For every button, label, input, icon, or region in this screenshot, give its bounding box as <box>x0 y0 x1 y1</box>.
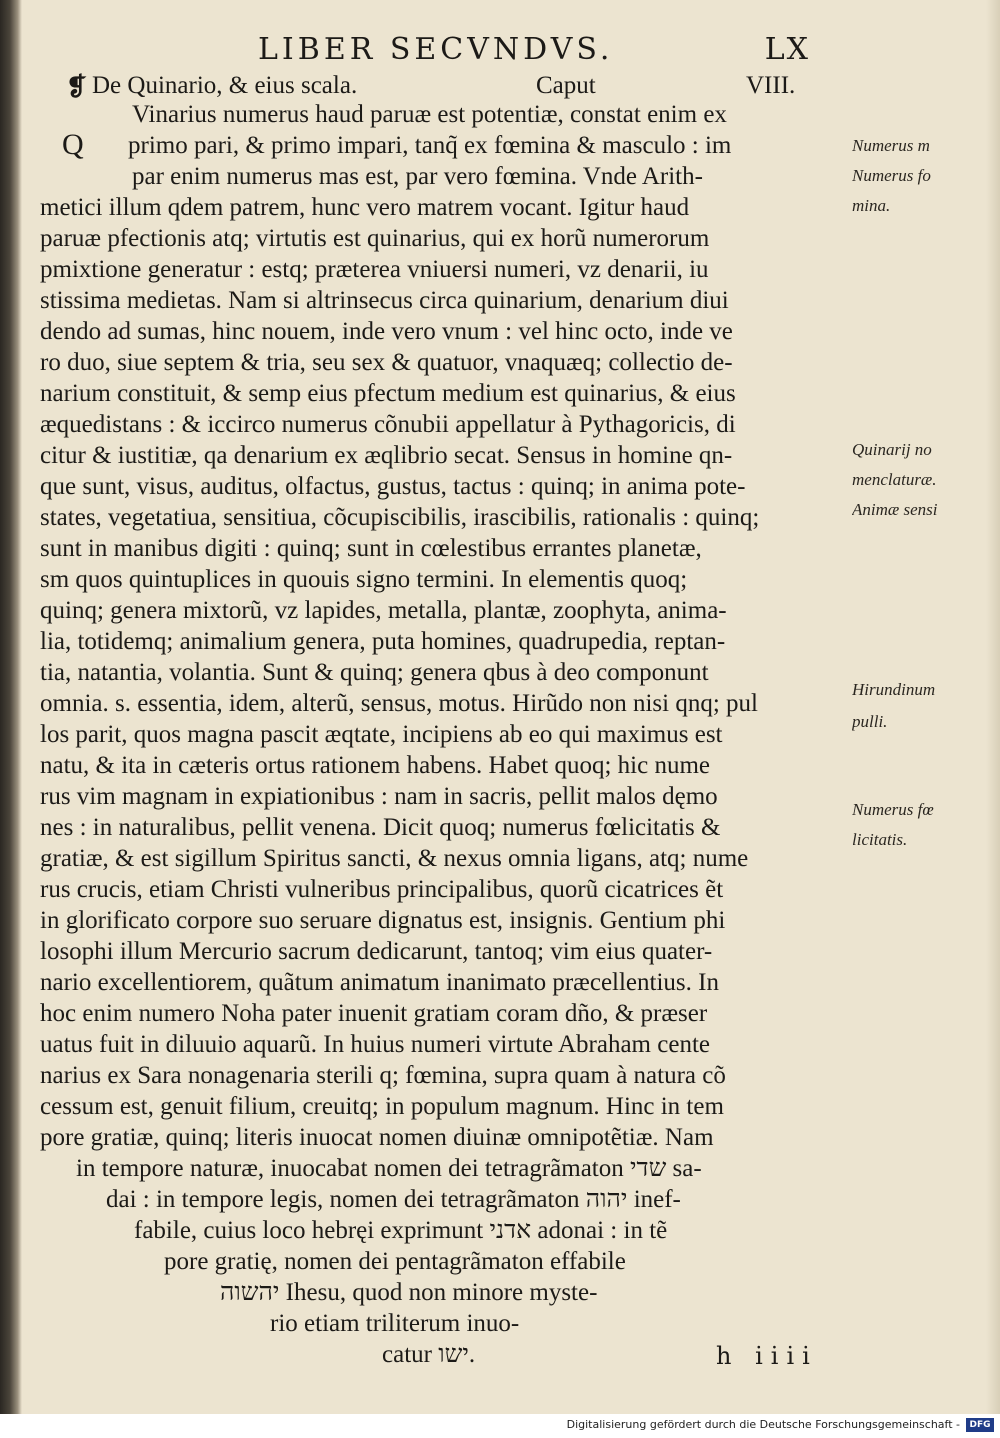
text-line: lia, totidemq; animalium genera, puta homines, quadrupedia, reptan- <box>40 628 726 655</box>
text-line: rus vim magnam in expiationibus : nam in sacris, pellit malos dęmo <box>40 783 718 810</box>
folio-number: LX <box>764 32 810 67</box>
text-line: states, vegetatiua, sensitiua, cõcupiscibilis, irascibilis, rationalis : quinq; <box>40 504 760 531</box>
text-line: gratiæ, & est sigillum Spiritus sancti, & nexus omnia ligans, atq; nume <box>40 845 749 872</box>
text-line: sm quos quintuplices in quouis signo termini. In elementis quoq; <box>40 566 688 593</box>
text-line: hoc enim numero Noha pater inuenit gratiam coram dño, & præser <box>40 1000 708 1027</box>
text-line: narius ex Sara nonagenaria sterili q; fœmina, supra quam à natura cõ <box>40 1062 726 1089</box>
text-line: primo pari, & primo impari, tanq̃ ex fœmina & masculo : im <box>128 132 732 159</box>
text-line: cessum est, genuit filium, creuitq; in populum magnum. Hinc in tem <box>40 1093 724 1120</box>
text-line: fabile, cuius loco hebręi exprimunt אדני adonai : in tẽ <box>134 1217 668 1244</box>
text-line: stissima medietas. Nam si altrinsecus circa quinarium, denarium diui <box>40 287 729 314</box>
text-line: rus crucis, etiam Christi vulneribus principalibus, quorũ cicatrices ẽt <box>40 876 724 903</box>
margin-note: pulli. <box>852 712 888 731</box>
text-line: citur & iustitiæ, qa denarium ex æqlibrio secat. Sensus in homine qn- <box>40 442 733 469</box>
text-line: nario excellentiorem, quãtum animatum inanimato præcellentius. In <box>40 969 719 996</box>
text-line: dendo ad sumas, hinc nouem, inde vero vnum : vel hinc octo, inde ve <box>40 318 733 345</box>
margin-note: Hirundinum <box>852 680 936 699</box>
dfg-logo-icon: DFG <box>966 1418 994 1432</box>
text-line: los parit, quos magna pascit æqtate, incipiens ab eo qui maximus est <box>40 721 723 748</box>
margin-note: Numerus m <box>852 136 930 155</box>
margin-note: mina. <box>852 196 891 215</box>
digitization-footer <box>0 1414 1000 1438</box>
text-line: catur ישו. <box>382 1341 476 1368</box>
text-line: pore gratię, nomen dei pentagrãmaton effabile <box>164 1248 626 1275</box>
text-line: יהשוה Ihesu, quod non minore myste- <box>220 1279 598 1306</box>
text-line: quinq; genera mixtorũ, vz lapides, metalla, plantæ, zoophyta, anima- <box>40 597 727 624</box>
text-line: pore gratiæ, quinq; literis inuocat nomen diuinæ omnipotẽtiæ. Nam <box>40 1124 714 1151</box>
chapter-title: De Quinario, & eius scala. <box>92 72 358 99</box>
margin-note: Animæ sensi <box>852 500 938 519</box>
text-line: omnia. s. essentia, idem, alterũ, sensus, motus. Hirũdo non nisi qnq; pul <box>40 690 758 717</box>
margin-note: Numerus fœ <box>852 800 934 819</box>
text-line: in tempore naturæ, inuocabat nomen dei tetragrãmaton שדי sa- <box>76 1155 702 1182</box>
text-line: pmixtione generatur : estq; præterea vniuersi numeri, vz denarii, iu <box>40 256 709 283</box>
text-line: losophi illum Mercurio sacrum dedicarunt, tantoq; vim eius quater- <box>40 938 713 965</box>
margin-note: Numerus fo <box>852 166 931 185</box>
book-gutter <box>0 0 22 1414</box>
text-line: natu, & ita in cæteris ortus rationem habens. Habet quoq; hic nume <box>40 752 710 779</box>
text-line: sunt in manibus digiti : quinq; sunt in cœlestibus errantes planetæ, <box>40 535 702 562</box>
text-line: dai : in tempore legis, nomen dei tetragrãmaton יהוה inef- <box>106 1186 681 1213</box>
text-line: que sunt, visus, auditus, olfactus, gustus, tactus : quinq; in anima pote- <box>40 473 746 500</box>
text-line: tia, natantia, volantia. Sunt & quinq; genera qbus à deo componunt <box>40 659 709 686</box>
margin-note: Quinarij no <box>852 440 932 459</box>
text-line: uatus fuit in diluuio aquarũ. In huius numeri virtute Abraham cente <box>40 1031 710 1058</box>
chapter-caput-label: Caput <box>536 72 596 99</box>
margin-note: menclaturæ. <box>852 470 937 489</box>
text-line: æquedistans : & iccirco numerus cõnubii appellatur à Pythagoricis, di <box>40 411 736 438</box>
text-line: narium constituit, & semp eius pfectum medium est quinarius, & eius <box>40 380 736 407</box>
text-line: in glorificato corpore suo seruare dignatus est, insignis. Gentium phi <box>40 907 726 934</box>
text-line: metici illum qdem patrem, hunc vero matrem vocant. Igitur haud <box>40 194 690 221</box>
text-line: paruæ pfectionis atq; virtutis est quinarius, qui ex horũ numerorum <box>40 225 710 252</box>
drop-initial: Q <box>62 128 84 161</box>
text-line: Vinarius numerus haud paruæ est potentiæ, constat enim ex <box>132 101 727 128</box>
chapter-number: VIII. <box>746 72 796 99</box>
margin-note: licitatis. <box>852 830 908 849</box>
funding-credit: Digitalisierung gefördert durch die Deutsche Forschungsgemeinschaft - <box>566 1418 960 1431</box>
pilcrow-icon: ❡ <box>66 74 87 101</box>
signature-mark: h iiii <box>716 1342 818 1370</box>
page-header <box>250 32 810 72</box>
text-line: rio etiam triliterum inuo- <box>270 1310 520 1337</box>
text-line: nes : in naturalibus, pellit venena. Dicit quoq; numerus fœlicitatis & <box>40 814 721 841</box>
text-line: ro duo, siue septem & tria, seu sex & quatuor, vnaquæq; collectio de- <box>40 349 733 376</box>
text-line: par enim numerus mas est, par vero fœmina. Vnde Arith- <box>132 163 703 190</box>
running-title: LIBER SECVNDVS. <box>258 32 614 67</box>
